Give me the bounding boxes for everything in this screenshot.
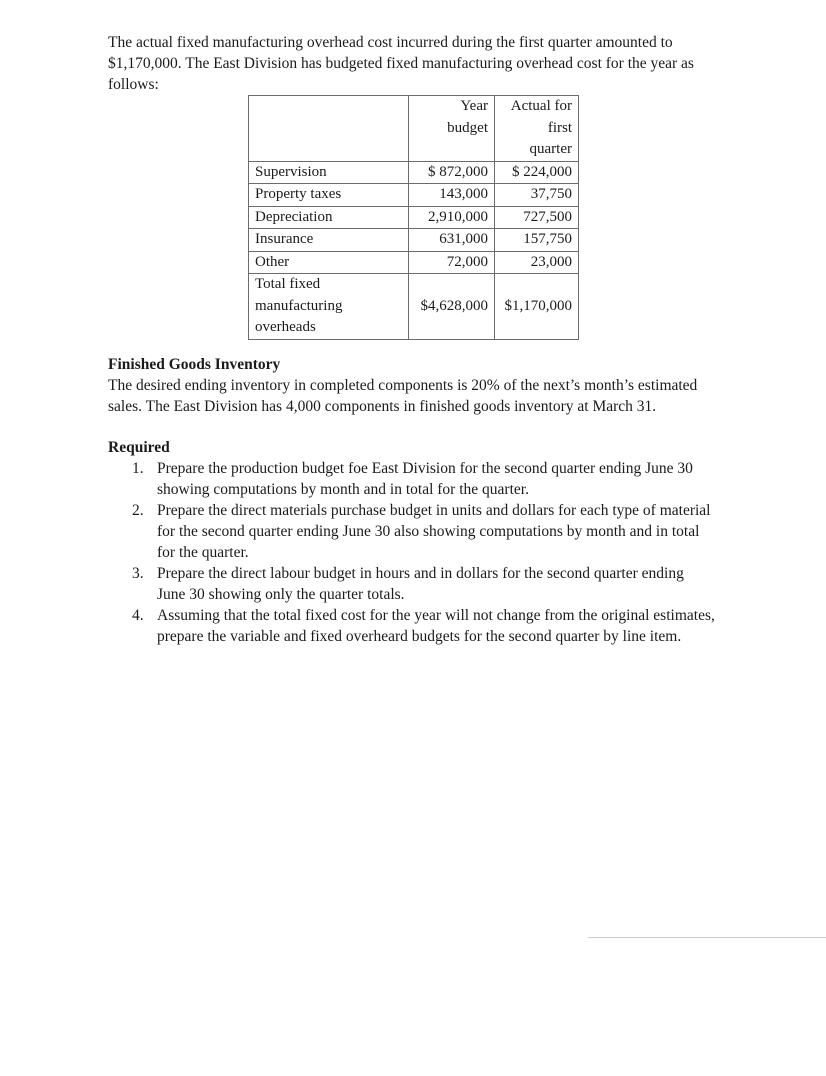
- required-section: [108, 437, 748, 458]
- row-label: Insurance: [249, 229, 409, 252]
- header-empty-cell: [249, 96, 409, 162]
- list-item: [108, 500, 748, 563]
- intro-line: $1,170,000. The East Division has budgeted fixed manufacturing overhead cost for the year as: [108, 55, 694, 72]
- total-label: [249, 274, 409, 340]
- year-budget-cell: $ 872,000: [409, 161, 495, 184]
- intro-line: follows:: [108, 76, 159, 93]
- list-number: 3.: [132, 565, 144, 582]
- intro-paragraph: [108, 32, 748, 95]
- list-item: [108, 605, 748, 647]
- actual-q1-cell: $ 224,000: [495, 161, 579, 184]
- finished-goods-section: [108, 354, 748, 417]
- list-number: 1.: [132, 460, 144, 477]
- list-item-line: prepare the variable and fixed overheard budgets for the second quarter by line item.: [157, 628, 682, 645]
- table-row: [249, 206, 579, 229]
- scan-artifact-line: [588, 937, 826, 938]
- fixed-overhead-table: [248, 95, 579, 340]
- year-budget-cell: 2,910,000: [409, 206, 495, 229]
- header-year-budget: [409, 96, 495, 162]
- finished-goods-line: sales. The East Division has 4,000 components in finished goods inventory at March 31.: [108, 398, 657, 415]
- list-item-line: June 30 showing only the quarter totals.: [157, 586, 405, 603]
- table-row: [249, 229, 579, 252]
- finished-goods-heading: Finished Goods Inventory: [108, 356, 281, 373]
- total-label-line: overheads: [255, 319, 316, 335]
- table-row: [249, 251, 579, 274]
- header-text: Year: [460, 98, 488, 114]
- row-label: Supervision: [249, 161, 409, 184]
- total-label-line: Total fixed: [255, 276, 321, 292]
- header-actual-first-quarter: [495, 96, 579, 162]
- table-total-row: [249, 274, 579, 340]
- table-header-row: [249, 96, 579, 162]
- actual-q1-cell: 23,000: [495, 251, 579, 274]
- row-label: Other: [249, 251, 409, 274]
- year-budget-cell: 143,000: [409, 184, 495, 207]
- list-item: [108, 563, 748, 605]
- list-number: 4.: [132, 607, 144, 624]
- header-text: budget: [447, 119, 488, 136]
- list-item-line: for the quarter.: [157, 544, 249, 561]
- list-item-line: Prepare the direct labour budget in hours and in dollars for the second quarter ending: [157, 565, 684, 582]
- year-budget-cell: 72,000: [409, 251, 495, 274]
- total-year-budget: $4,628,000: [409, 274, 495, 340]
- finished-goods-line: The desired ending inventory in completed components is 20% of the next’s month’s estimated: [108, 377, 698, 394]
- actual-q1-cell: 727,500: [495, 206, 579, 229]
- table-row: [249, 184, 579, 207]
- actual-q1-cell: 157,750: [495, 229, 579, 252]
- list-item-line: showing computations by month and in total for the quarter.: [157, 481, 529, 498]
- header-text: quarter: [529, 141, 572, 157]
- header-text: Actual for: [510, 98, 572, 114]
- row-label: Property taxes: [249, 184, 409, 207]
- table-row: [249, 161, 579, 184]
- header-text: first: [547, 119, 572, 136]
- list-item-line: Prepare the direct materials purchase budget in units and dollars for each type of material: [157, 502, 711, 519]
- year-budget-cell: 631,000: [409, 229, 495, 252]
- total-label-line: manufacturing: [255, 297, 343, 314]
- list-number: 2.: [132, 502, 144, 519]
- list-item-line: for the second quarter ending June 30 also showing computations by month and in total: [157, 523, 700, 540]
- row-label: Depreciation: [249, 206, 409, 229]
- total-actual-q1: $1,170,000: [495, 274, 579, 340]
- list-item: [108, 458, 748, 500]
- list-item-line: Assuming that the total fixed cost for the year will not change from the original estimates,: [157, 607, 715, 624]
- actual-q1-cell: 37,750: [495, 184, 579, 207]
- required-list: [108, 458, 748, 647]
- list-item-line: Prepare the production budget foe East Division for the second quarter ending June 30: [157, 460, 693, 477]
- required-heading: Required: [108, 439, 170, 456]
- intro-line: The actual fixed manufacturing overhead cost incurred during the first quarter amounted to: [108, 34, 673, 51]
